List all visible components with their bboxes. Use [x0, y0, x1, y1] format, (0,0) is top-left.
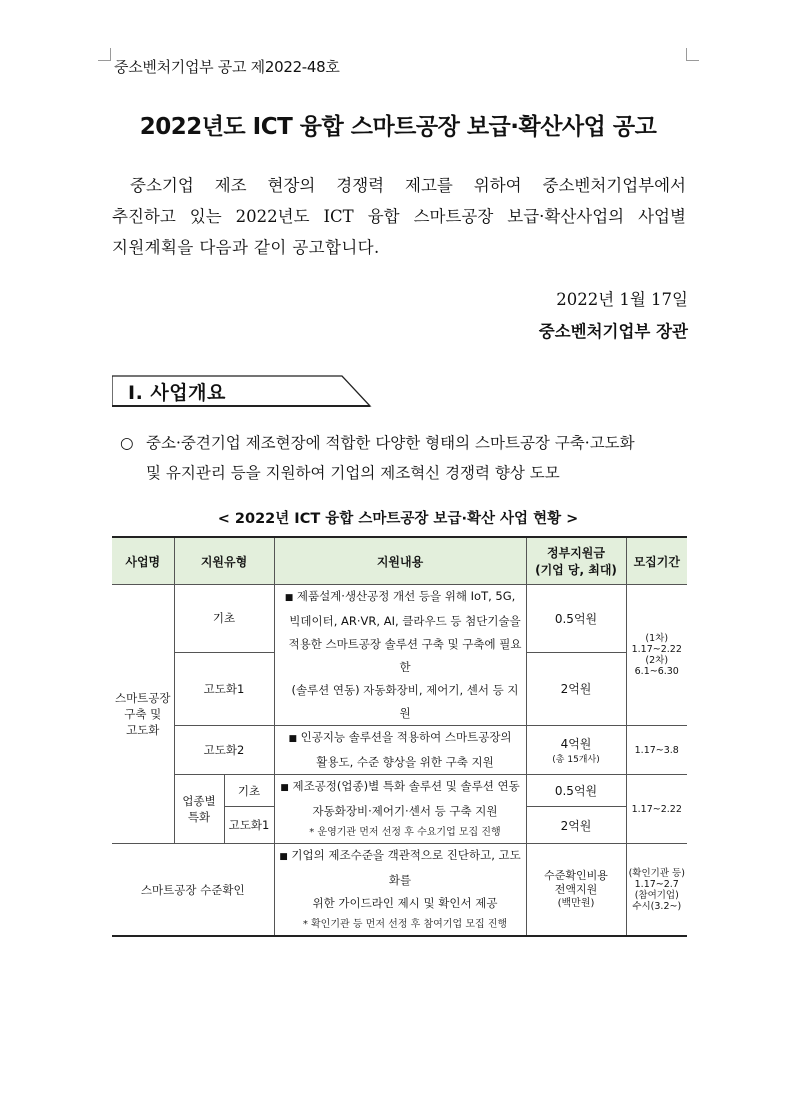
- table-caption: < 2022년 ICT 융합 스마트공장 보급·확산 사업 현황 >: [217, 511, 579, 527]
- table-row: [112, 844, 687, 937]
- intro-word: 스마트공장: [413, 207, 494, 226]
- amount-cell: 수준확인비용 전액지원 (백만원): [526, 844, 626, 937]
- table-row: [112, 585, 687, 653]
- intro-word: 제고를: [405, 176, 453, 195]
- section-heading: [112, 375, 372, 407]
- type-basic: 기초: [174, 585, 274, 653]
- program-name: 스마트공장 구축 및 고도화: [112, 585, 174, 844]
- header-period: 모집기간: [626, 537, 687, 585]
- content-cell: ■ 인공지능 솔루션을 적용하여 스마트공장의 활용도, 수준 향상을 위한 구축 지원: [274, 726, 526, 775]
- intro-paragraph: [112, 170, 686, 263]
- intro-word: 경쟁력: [336, 176, 385, 195]
- doc-number: 중소벤처기업부 공고 제2022-48호: [114, 58, 340, 76]
- type-industry-advanced1: 고도화1: [224, 807, 274, 844]
- crop-mark-top-left: [98, 48, 111, 61]
- overview-line: 및 유지관리 등을 지원하여 기업의 제조혁신 경쟁력 향상 도모: [146, 464, 560, 482]
- overview-line: 중소·중견기업 제조현장에 적합한 다양한 형태의 스마트공장 구축·고도화: [146, 434, 635, 452]
- intro-line: [112, 201, 686, 232]
- period-cell: (확인기관 등) 1.17~2.7 (참여기업) 수시(3.2~): [626, 844, 687, 937]
- page-title: 2022년도 ICT 융합 스마트공장 보급·확산사업 공고: [139, 114, 657, 140]
- amount-cell: 2억원: [526, 807, 626, 844]
- program-status-table: [112, 536, 687, 937]
- type-industry: 업종별 특화: [174, 775, 224, 844]
- intro-word: ICT: [323, 207, 354, 226]
- intro-line: [112, 170, 686, 201]
- amount-cell: 0.5억원: [526, 585, 626, 653]
- circle-bullet-icon: ○: [120, 434, 134, 452]
- program-level-check: 스마트공장 수준확인: [112, 844, 274, 937]
- period-cell: (1차) 1.17~2.22 (2차) 6.1~6.30: [626, 585, 687, 726]
- crop-mark-top-right: [686, 48, 699, 61]
- amount-cell: 0.5억원: [526, 775, 626, 807]
- intro-word: 지원계획을 다음과 같이 공고합니다.: [112, 238, 380, 257]
- intro-line: [112, 232, 686, 263]
- intro-word: 사업별: [638, 207, 686, 226]
- intro-word: 2022년도: [235, 207, 310, 226]
- type-advanced1: 고도화1: [174, 652, 274, 725]
- overview-paragraph: [120, 428, 690, 488]
- content-cell: ■ 제품설계·생산공정 개선 등을 위해 IoT, 5G, 빅데이터, AR·VR, AI, 클라우드 등 첨단기술을 적용한 스마트공장 솔루션 구축 및 구축에 필요한 (솔루션 연동) 자동화장비, 제어기, 센서 등 지원: [274, 585, 526, 726]
- type-advanced2: 고도화2: [174, 726, 274, 775]
- intro-word: 현장의: [267, 176, 316, 195]
- period-cell: 1.17~3.8: [626, 726, 687, 775]
- intro-word: 보급·확산사업의: [507, 207, 625, 226]
- intro-word: 추진하고: [112, 207, 176, 226]
- header-program: 사업명: [112, 537, 174, 585]
- intro-word: 있는: [189, 207, 222, 226]
- content-cell: ■ 제조공정(업종)별 특화 솔루션 및 솔루션 연동 자동화장비·제어기·센서 등 구축 지원 * 운영기관 먼저 선정 후 수요기업 모집 진행: [274, 775, 526, 844]
- intro-word: 위하여: [473, 176, 522, 195]
- intro-word: 융합: [367, 207, 400, 226]
- intro-word: 중소기업: [130, 176, 194, 195]
- period-cell: 1.17~2.22: [626, 775, 687, 844]
- header-gov-support: 정부지원금 (기업 당, 최대): [526, 537, 626, 585]
- issuer: 중소벤처기업부 장관: [538, 322, 688, 341]
- amount-cell: 2억원: [526, 652, 626, 725]
- header-support-type: 지원유형: [174, 537, 274, 585]
- table-header-row: [112, 537, 687, 585]
- type-industry-basic: 기초: [224, 775, 274, 807]
- header-content: 지원내용: [274, 537, 526, 585]
- intro-word: 중소벤처기업부에서: [542, 176, 686, 195]
- intro-word: 제조: [214, 176, 247, 195]
- amount-cell: 4억원 (총 15개사): [526, 726, 626, 775]
- table-row: [112, 726, 687, 775]
- table-row: [112, 775, 687, 807]
- announcement-date: 2022년 1월 17일: [556, 290, 688, 309]
- section-label: Ⅰ. 사업개요: [128, 382, 226, 404]
- content-cell: ■ 기업의 제조수준을 객관적으로 진단하고, 고도화를 위한 가이드라인 제시 및 확인서 제공 * 확인기관 등 먼저 선정 후 참여기업 모집 진행: [274, 844, 526, 937]
